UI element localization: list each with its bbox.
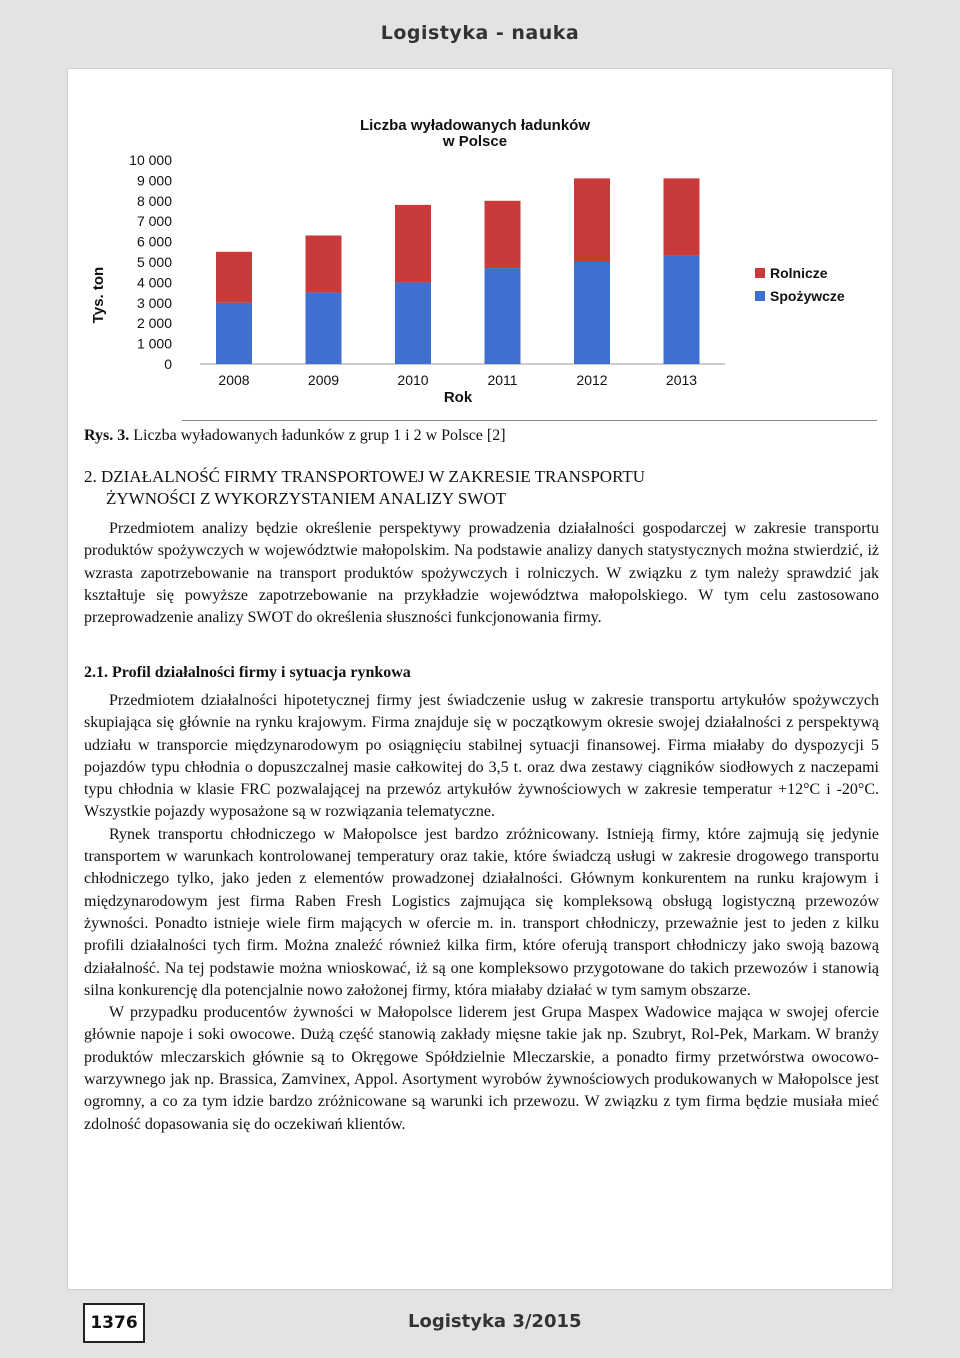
x-tick-label: 2009: [307, 372, 340, 388]
figure-caption: [84, 427, 506, 445]
x-tick-label: 2012: [576, 372, 608, 388]
y-axis-label: Tys. ton: [90, 266, 107, 324]
bar-rolnicze-2013: [664, 178, 700, 256]
chart-title-line2: w Polsce: [442, 133, 508, 150]
y-tick-label: 7 000: [136, 213, 172, 230]
bar-rolnicze-2008: [216, 252, 252, 303]
bar-spożywcze-2008: [216, 303, 252, 364]
x-tick-label: 2011: [487, 372, 518, 388]
figure-label: Rys. 3.: [84, 427, 130, 444]
y-tick-label: 5 000: [136, 254, 172, 270]
paragraph-4: W przypadku producentów żywności w Małopolsce liderem jest Grupa Maspex Wadowice mająca w swojej ofercie głównie napoje i soki owocowe. Dużą część stanowią zakłady mięsne takie jak np. Szubryt, Rol-Pek, Markam. W branży produktów mleczarskich głównie są to Okręgowe Spółdzielnie Mleczarskie, a ponadto firmy przetwórstwa owocowo-warzywnego jak np. Brassica, Zamvinex, Appol. Asortyment wyrobów żywnościowych produkowanych w Małopolsce jest ogromny, a co za tym idzie bardzo zróżnicowane są warunki ich przewozu. W związku z tym firma będzie musiała mieć zdolność dopasowania się do oczekiwań klientów.: [84, 1004, 879, 1133]
footer-journal: Logistyka 3/2015: [408, 1311, 582, 1332]
bar-chart: [75, 110, 885, 410]
paragraph-2: Przedmiotem działalności hipotetycznej firmy jest świadczenie usług w zakresie transportu artykułów spożywczych skupiająca się głównie na rynku krajowym. Firma znajduje się w początkowym okresie swojej działalności z perspektywą udziału w transporcie międzynarodowym po osiągnięciu stabilnej sytuacji finansowej. Firma miałaby do dyspozycji 5 pojazdów typu chłodnia o dopuszczalnej masie całkowitej do 3,5 t. oraz dwa zestawy ciągników siodłowych z naczepami typu chłodnia w klasie FRC pozwalającej na przewóz artykułów żywnościowych w zakresie temperatur +12°C i -20°C. Wszystkie pojazdy wyposażone są w rozwiązania telematyczne.: [84, 692, 879, 821]
bar-spożywcze-2011: [485, 268, 521, 364]
chart-title-line1: Liczba wyładowanych ładunków: [359, 117, 591, 134]
x-axis-label: Rok: [443, 389, 473, 406]
y-tick-label: 1 000: [136, 335, 172, 352]
bar-rolnicze-2009: [306, 235, 342, 292]
paragraph-1-text: Przedmiotem analizy będzie określenie perspektywy prowadzenia działalności gospodarczej w zakresie transportu produktów spożywczych w województwie małopolskim. Na podstawie analizy danych statystycznych można stwierdzić, iż wzrasta zapotrzebowanie na transport produktów spożywczych i rolniczych. W związku z tym należy sprawdzić jak kształtuje się powyższe zapotrzebowanie na przykładzie województwa małopolskiego. W tym celu zastosowano przeprowadzenie analizy SWOT do określenia słuszności funkcjonowania firmy.: [84, 520, 879, 627]
y-tick-label: 6 000: [136, 233, 172, 250]
paragraph-3: Rynek transportu chłodniczego w Małopolsce jest bardzo zróżnicowany. Istnieją firmy, które zajmują się jedynie transportem w warunkach kontrolowanej temperatury oraz takie, które świadczą usługi w zakresie drogowego transportu chłodniczego tylko, jako jeden z elementów prowadzonej działalności. Głównym konkurentem na runku krajowym i międzynarodowym jest firma Raben Fresh Logistics zajmująca się kompleksową obsługą logistyczną przewozów żywności. Ponadto istnieje wiele firm mających w ofercie m. in. transport chłodniczy, przeważnie jest to jeden z kilku profili działalności tych firm. Można znaleźć również kilka firm, które oferują transport chłodniczy jako swoją bazową działalność. Na tej podstawie można wnioskować, iż są one kompleksowo przygotowane do takich przewozów i stanowią silna konkurencję dla potencjalnie nowo założonej firmy, która miałaby działać w tym samym obszarze.: [84, 825, 879, 999]
legend-swatch: [755, 291, 765, 301]
subsection-heading: 2.1. Profil działalności firmy i sytuacja rynkowa: [84, 664, 411, 681]
x-tick-label: 2008: [218, 372, 250, 388]
running-head: Logistyka - nauka: [380, 22, 580, 44]
section-title-line2: ŻYWNOŚCI Z WYKORZYSTANIEM ANALIZY SWOT: [106, 489, 506, 508]
y-tick-label: 10 000: [129, 152, 172, 168]
paragraph-1: [84, 518, 879, 629]
bar-spożywcze-2010: [395, 282, 431, 364]
y-tick-label: 0: [164, 356, 172, 372]
figure-caption-text: Liczba wyładowanych ładunków z grup 1 i 2 w Polsce [2]: [129, 427, 506, 444]
y-tick-label: 4 000: [136, 274, 172, 291]
chart-divider: [182, 420, 877, 421]
legend-label: Spożywcze: [770, 288, 845, 304]
legend-label: Rolnicze: [770, 265, 828, 281]
section-title-line1: DZIAŁALNOŚĆ FIRMY TRANSPORTOWEJ W ZAKRESIE TRANSPORTU: [101, 467, 646, 486]
bar-rolnicze-2012: [574, 178, 610, 262]
page-number: 1376: [83, 1303, 145, 1343]
bar-spożywcze-2009: [306, 293, 342, 364]
y-tick-label: 2 000: [136, 315, 172, 332]
x-tick-label: 2010: [397, 372, 429, 388]
bar-spożywcze-2013: [664, 256, 700, 364]
bar-rolnicze-2010: [395, 205, 431, 283]
bar-spożywcze-2012: [574, 262, 610, 364]
section-heading: [84, 466, 879, 510]
y-tick-label: 9 000: [136, 172, 172, 189]
body-text: [84, 690, 879, 1136]
x-tick-label: 2013: [665, 372, 698, 388]
bar-rolnicze-2011: [485, 201, 521, 268]
legend-swatch: [755, 268, 765, 278]
y-tick-label: 3 000: [136, 294, 172, 311]
y-tick-label: 8 000: [136, 192, 172, 209]
section-number: 2.: [84, 467, 97, 486]
